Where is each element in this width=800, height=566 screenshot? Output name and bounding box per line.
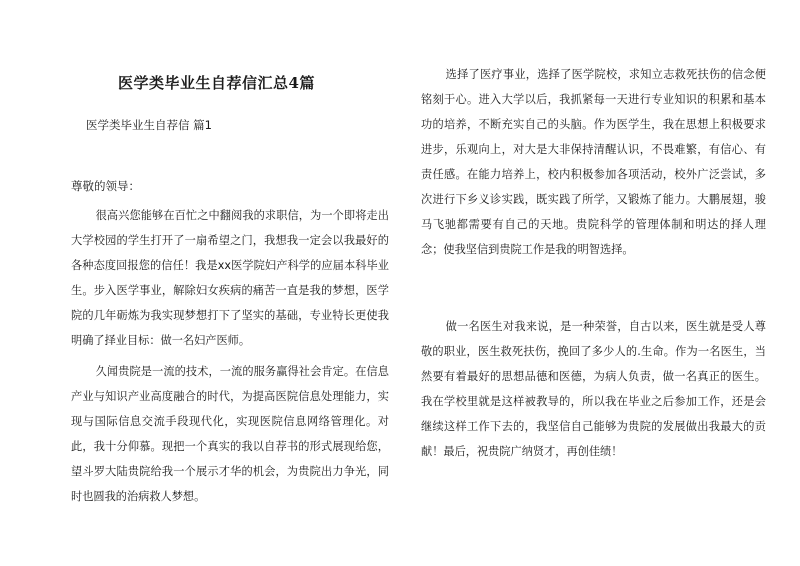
body-paragraph-2: 久闻贵院是一流的技术，一流的服务赢得社会肯定。在信息产业与知识产业高度融合的时代，为提高医院信息处理能力，实现与国际信息交流手段现代化，实现医院信息网络管理化。对此，我十分仰慕。现把一个真实的我以自荐书的形式展现给您，望斗罗大陆贵院给我一个展示才华的机会，为贵院出力争光，同时也圆我的治病救人梦想。 xyxy=(71,365,389,503)
document-subtitle: 医学类毕业生自荐信 篇1 xyxy=(86,118,212,132)
salutation: 尊敬的领导： xyxy=(71,179,140,193)
document-title: 医学类毕业生自荐信汇总4篇 xyxy=(118,74,315,92)
body-paragraph-3: 选择了医疗事业，选择了医学院校，求知立志救死扶伤的信念便铭刻于心。进入大学以后，我抓紧每一天进行专业知识的积累和基本功的培养，不断充实自己的头脑。作为医学生，我在思想上积极要求进步，乐观向上，对大是大非保持清醒认识，不畏难繁，有信心、有责任感。在能力培养上，校内积极参加各项活动，校外广泛尝试，多次进行下乡义诊实践，既实践了所学，又锻炼了能力。大鹏展翅，骏马飞驰都需要有自己的天地。贵院科学的管理体制和明达的择人理念；使我坚信到贵院工作是我的明智选择。 xyxy=(421,68,766,256)
body-paragraph-4: 做一名医生对我来说，是一种荣誉，自古以来，医生就是受人尊敬的职业，医生救死扶伤，挽回了多少人的.生命。作为一名医生，当然要有着最好的思想品德和医德，为病人负责，做一名真正的医生。我在学校里就是这样被教导的，所以我在毕业之后参加工作，还是会继续这样工作下去的，我坚信自己能够为贵院的发展做出我最大的贡献！最后，祝贵院广纳贤才，再创佳绩！ xyxy=(421,320,766,458)
body-paragraph-1: 很高兴您能够在百忙之中翻阅我的求职信，为一个即将走出大学校园的学生打开了一扇希望之门，我想我一定会以我最好的各种态度回报您的信任！我是xx医学院妇产科学的应届本科毕业生。步入医学事业，解除妇女疾病的痛苦一直是我的梦想，医学院的几年砺炼为我实现梦想打下了坚实的基础，专业特长更使我明确了择业目标：做一名妇产医师。 xyxy=(71,209,389,347)
